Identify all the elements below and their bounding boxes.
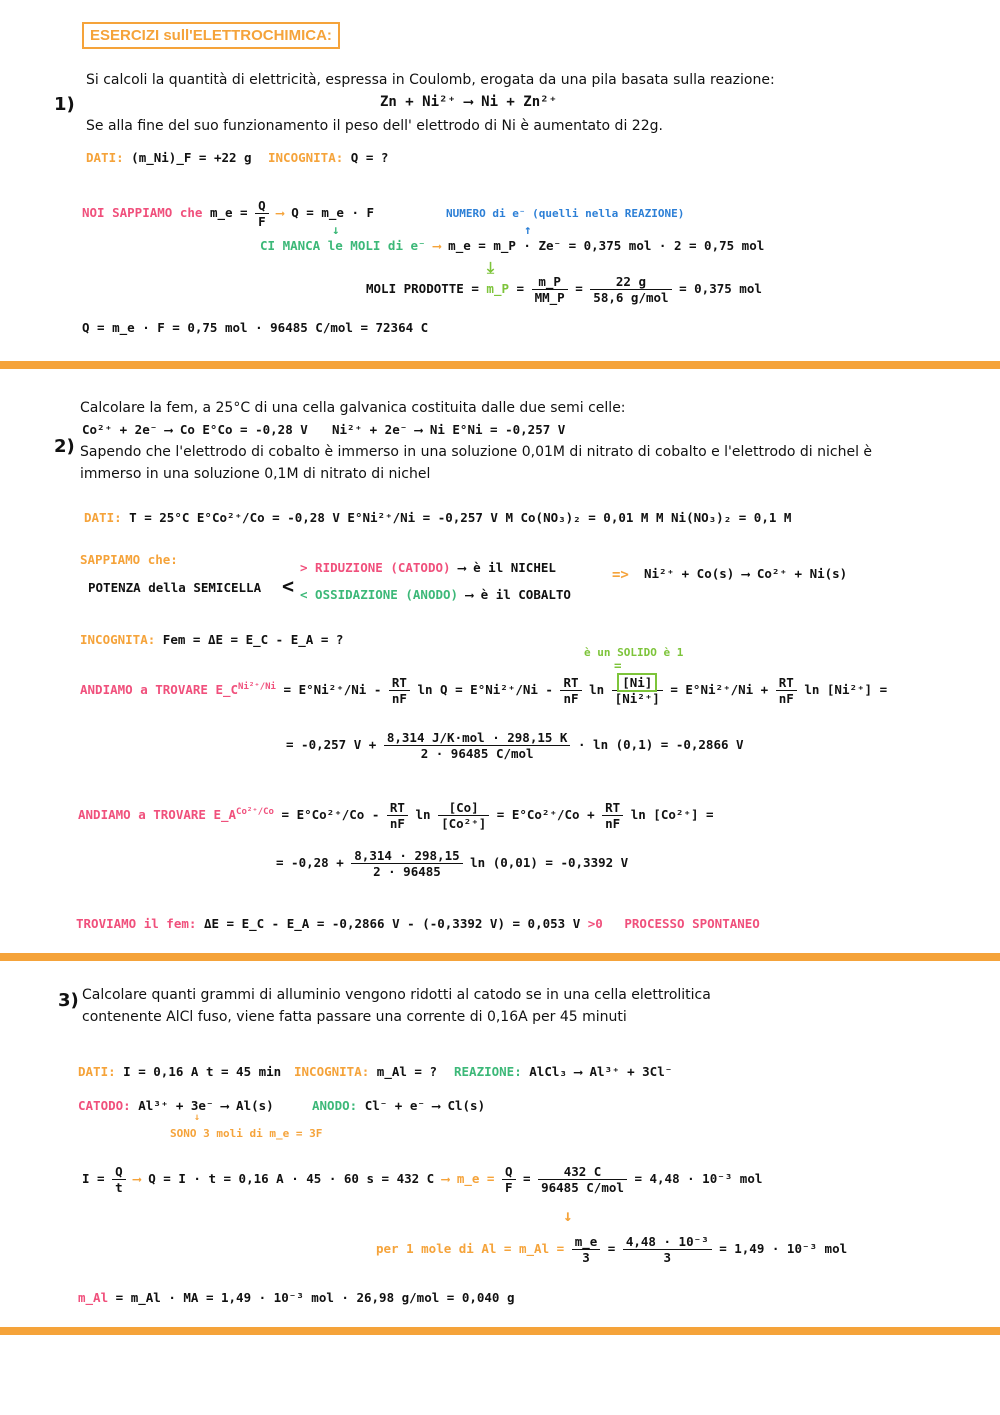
- ex3-dati: [78, 1064, 281, 1079]
- ex1-noi-num: Q: [255, 198, 269, 214]
- exercise-3-number: 3): [58, 990, 79, 1011]
- ex3-per-num1: m_e: [572, 1234, 601, 1250]
- ex1-manca: [260, 238, 764, 253]
- ex2-incognita-label: INCOGNITA:: [80, 632, 156, 647]
- ex2-overall-reaction: Ni²⁺ + Co(s) ⟶ Co²⁺ + Ni(s): [644, 566, 848, 581]
- ex2-rt-fraction-2: [560, 675, 581, 706]
- ex2-ossidazione-paren: (ANODO): [405, 587, 459, 602]
- ex1-moli-f2-den: 58,6 g/mol: [593, 290, 669, 305]
- ex2-riduzione-paren: (CATODO): [390, 560, 451, 575]
- ex1-dati-value: (m_Ni)_F = +22 g: [131, 150, 252, 165]
- ex2-eq-c3: ln: [589, 682, 605, 697]
- ex2-dati-label: DATI:: [84, 510, 122, 525]
- ex3-per-fraction-2: [623, 1234, 712, 1265]
- ex2-eq-c6a: = -0,257 V +: [286, 737, 377, 752]
- ex2-ossidazione: [300, 587, 571, 602]
- ex3-catodo-value: Al³⁺ + 3e⁻ ⟶ Al(s): [138, 1098, 274, 1113]
- ex2-rt-fraction-3: [776, 675, 797, 706]
- ex3-per-num2: 4,48 · 10⁻³: [623, 1234, 712, 1250]
- ex1-up-arrow-icon: ↑: [524, 222, 532, 237]
- ex1-incognita-value: Q = ?: [350, 150, 389, 165]
- section-divider-3: [0, 1327, 1000, 1335]
- ex1-moli-f1-den: MM_P: [534, 290, 565, 305]
- ex1-mp-arrow-icon: ⤓: [487, 258, 495, 277]
- ex3-catodo-label: CATODO:: [78, 1098, 131, 1113]
- ex1-manca-arrow-icon: ⟶: [433, 238, 441, 253]
- ex1-dati: [86, 150, 252, 165]
- ex1-moli-fraction-2: [590, 274, 671, 305]
- page-title: ESERCIZI sull'ELETTROCHIMICA:: [82, 22, 340, 49]
- ex2-catodo-calc: [286, 730, 744, 761]
- ex2-troviamo-label: TROVIAMO il fem:: [76, 916, 197, 931]
- ex2-c6-num: 8,314 J/K·mol · 298,15 K: [384, 730, 571, 746]
- ex1-arrow-icon: ⟶: [276, 205, 284, 220]
- ex2-solido-note: è un SOLIDO è 1: [584, 646, 684, 659]
- ex2-eq-a4: ln [Co²⁺] =: [630, 807, 714, 822]
- ex3-anodo-value: Cl⁻ + e⁻ ⟶ Cl(s): [364, 1098, 486, 1113]
- ex2-dati: [84, 510, 791, 525]
- ex2-equals-icon: =: [614, 658, 622, 673]
- exercise-3-text: Calcolare quanti grammi di alluminio vengono ridotti al catodo se in una cella elettrolitica: [82, 987, 711, 1003]
- ex1-moli-fraction-1: [532, 274, 568, 305]
- ex2-potenza: POTENZA della SEMICELLA: [88, 580, 262, 595]
- ex3-final-eq: = m_Al · MA = 1,49 · 10⁻³ mol · 26,98 g/mol = 0,040 g: [115, 1290, 515, 1305]
- ex2-eq-c5: ln [Ni²⁺] =: [804, 682, 888, 697]
- ex2-incognita-value: Fem = ΔE = E_C - E_A = ?: [162, 632, 344, 647]
- ex3-arrow-icon-1: ⟶: [133, 1171, 141, 1186]
- ex3-current-eq: [82, 1164, 762, 1195]
- ex3-sono-note: SONO 3 moli di m_e = 3F: [170, 1127, 323, 1140]
- exercise-2-number: 2): [54, 436, 75, 457]
- section-divider-2: [0, 953, 1000, 961]
- ex1-noi-den: F: [258, 214, 266, 229]
- ex2-rt-num-4: RT: [387, 800, 408, 816]
- ex3-catodo: [78, 1098, 274, 1113]
- ex2-sappiamo-label: SAPPIAMO che:: [80, 552, 178, 567]
- ex2-half-cell-2: Ni²⁺ + 2e⁻ ⟶ Ni E°Ni = -0,257 V: [332, 422, 566, 437]
- ex3-per-result: = 1,49 · 10⁻³ mol: [719, 1241, 848, 1256]
- ex3-incognita-label: INCOGNITA:: [294, 1064, 370, 1079]
- ex2-rt-den-4: nF: [389, 816, 405, 831]
- ex2-rt-den-1: nF: [391, 691, 407, 706]
- ex3-i-eq-b: Q = I · t = 0,16 A · 45 · 60 s = 432 C: [148, 1171, 435, 1186]
- ex1-moli-mp: m_P: [486, 281, 509, 296]
- ex2-brace-icon: <: [282, 574, 295, 598]
- ex1-noi-fraction: [255, 198, 269, 229]
- ex2-riduzione-tail: ⟶ è il NICHEL: [458, 560, 556, 575]
- ex3-me-num1: Q: [502, 1164, 516, 1180]
- exercise-1-text: Si calcoli la quantità di elettricità, espressa in Coulomb, erogata da una pila basata sulla reazione:: [86, 72, 775, 88]
- ex2-rt-den-5: nF: [605, 816, 621, 831]
- ex2-a5-num: 8,314 · 298,15: [351, 848, 462, 864]
- ex3-incognita: [294, 1064, 437, 1079]
- ex1-noi-sappiamo: [82, 198, 374, 229]
- ex1-noi-eq1: m_e =: [209, 205, 248, 220]
- ex2-eq-a5a: = -0,28 +: [276, 855, 344, 870]
- ex2-a5-den: 2 · 96485: [373, 864, 441, 879]
- ex3-anodo-label: ANODO:: [312, 1098, 358, 1113]
- ex2-catodo-calc-fraction: [384, 730, 571, 761]
- ex1-moli-prodotte: MOLI PRODOTTE = m_P = $\frac{m\_P}{MM\_P}$ = $\frac{22 g}{\text{58,6 g/mol}}$ = 0,375 mol: [366, 274, 762, 305]
- ex2-andiamo-anodo: [78, 800, 714, 831]
- ex2-andiamo-a-sup: Co²⁺/Co: [236, 806, 274, 817]
- ex1-noi-eq2: Q = m_e · F: [291, 205, 375, 220]
- ex2-ossidazione-label: < OSSIDAZIONE: [300, 587, 398, 602]
- ex3-reazione: [454, 1064, 672, 1079]
- ex2-riduzione-label: > RIDUZIONE: [300, 560, 383, 575]
- ex2-eq-a3: = E°Co²⁺/Co +: [496, 807, 595, 822]
- ex2-anodo-calc: [276, 848, 628, 879]
- ex1-noi-label: NOI SAPPIAMO che: [82, 205, 203, 220]
- exercise-1-reaction: Zn + Ni²⁺ ⟶ Ni + Zn²⁺: [380, 94, 558, 110]
- ex3-per-fraction-1: [572, 1234, 601, 1265]
- ex3-final-label: m_Al: [78, 1290, 109, 1305]
- ex2-half-cell-1: Co²⁺ + 2e⁻ ⟶ Co E°Co = -0,28 V: [82, 422, 308, 437]
- ex3-i-fraction: [112, 1164, 126, 1195]
- ex2-implies: =>: [612, 567, 629, 583]
- ex1-moli-f1-num: m_P: [532, 274, 568, 290]
- ex2-c6-den: 2 · 96485 C/mol: [420, 746, 534, 761]
- exercise-1-text-2: Se alla fine del suo funzionamento il peso dell' elettrodo di Ni è aumentato di 22g.: [86, 118, 663, 134]
- ex3-me-fraction-2: [538, 1164, 627, 1195]
- ex2-dati-value: T = 25°C E°Co²⁺/Co = -0,28 V E°Ni²⁺/Ni = -0,257 V M Co(NO₃)₂ = 0,01 M M Ni(NO₃)₂ = 0,1 M: [129, 510, 792, 525]
- ex3-per-den2: 3: [663, 1250, 672, 1265]
- ex1-moli-result: = 0,375 mol: [679, 281, 762, 296]
- ex2-rt-fraction-1: [389, 675, 410, 706]
- ex3-per-mole: per 1 mole di Al = m_Al = $\frac{m\_e}{3}$ = $\frac{\text{4,48 · 10⁻³}}{3}$ = 1,49 · 10⁻³ mol: [376, 1234, 848, 1265]
- ex2-ni-den: [Ni²⁺]: [614, 691, 660, 706]
- ex1-result: Q = m_e · F = 0,75 mol · 96485 C/mol = 72364 C: [82, 320, 429, 335]
- ex2-eq-c6b: · ln (0,1) = -0,2866 V: [578, 737, 744, 752]
- exercise-2-text-3: immerso in una soluzione 0,1M di nitrato di nichel: [80, 466, 431, 482]
- ex3-me-num2: 432 C: [538, 1164, 627, 1180]
- ex2-co-den: [Co²⁺]: [441, 816, 487, 831]
- ex2-ossidazione-tail: ⟶ è il COBALTO: [465, 587, 571, 602]
- ex3-sono-arrow-icon: ↓: [194, 1112, 201, 1123]
- ex2-troviamo-eq: ΔE = E_C - E_A = -0,2866 V - (-0,3392 V) = 0,053 V: [203, 916, 581, 931]
- ex1-incognita-label: INCOGNITA:: [268, 150, 344, 165]
- ex2-rt-den-3: nF: [778, 691, 794, 706]
- ex3-me-result: = 4,48 · 10⁻³ mol: [634, 1171, 763, 1186]
- ex1-incognita: [268, 150, 388, 165]
- ex2-rt-den-2: nF: [563, 691, 579, 706]
- ex2-processo: PROCESSO SPONTANEO: [624, 916, 760, 931]
- ex2-co-num: [Co]: [438, 800, 489, 816]
- ex2-andiamo-c-label: ANDIAMO a TROVARE E_C: [80, 682, 239, 697]
- ex3-i-eq-a: I =: [82, 1171, 105, 1186]
- ex2-ni-fraction: [612, 675, 663, 706]
- ex2-eq-a1: = E°Co²⁺/Co -: [281, 807, 380, 822]
- ex3-per-label: per 1 mole di Al = m_Al =: [376, 1241, 565, 1256]
- ex3-arrow-icon-2: ⟶: [441, 1171, 450, 1186]
- ex3-dati-value: I = 0,16 A t = 45 min: [123, 1064, 282, 1079]
- ex2-ni-solid-box: [Ni]: [617, 673, 657, 692]
- ex3-me-label: m_e =: [456, 1171, 495, 1186]
- exercise-2-text: Calcolare la fem, a 25°C di una cella galvanica costituita dalle due semi celle:: [80, 400, 626, 416]
- exercise-1-number: 1): [54, 94, 75, 115]
- ex3-final: [78, 1290, 515, 1305]
- ex3-i-den: t: [115, 1180, 123, 1195]
- ex1-manca-label: CI MANCA le MOLI di e⁻: [260, 238, 426, 253]
- ex2-rt-num-3: RT: [776, 675, 797, 691]
- ex2-anodo-calc-fraction: [351, 848, 462, 879]
- ex2-rt-num-2: RT: [560, 675, 581, 691]
- ex2-eq-a5b: ln (0,01) = -0,3392 V: [470, 855, 629, 870]
- ex3-me-den2: 96485 C/mol: [541, 1180, 624, 1195]
- section-divider-1: [0, 361, 1000, 369]
- ex1-numero-note: NUMERO di e⁻ (quelli nella REAZIONE): [446, 207, 685, 220]
- ex2-incognita: [80, 632, 343, 647]
- exercise-2-text-2: Sapendo che l'elettrodo di cobalto è immerso in una soluzione 0,01M di nitrato di cobalto e l'elettrodo di nichel è: [80, 444, 873, 460]
- ex2-troviamo: [76, 916, 760, 931]
- ex2-co-fraction: [438, 800, 489, 831]
- ex2-eq-a2: ln: [415, 807, 431, 822]
- ex2-eq-c2: ln Q = E°Ni²⁺/Ni -: [417, 682, 553, 697]
- ex2-rt-fraction-5: [602, 800, 623, 831]
- ex2-andiamo-c-sup: Ni²⁺/Ni: [238, 681, 276, 692]
- exercise-3-text-2: contenente AlCl fuso, viene fatta passare una corrente di 0,16A per 45 minuti: [82, 1009, 627, 1025]
- ex2-riduzione: [300, 560, 556, 575]
- ex3-dati-label: DATI:: [78, 1064, 116, 1079]
- ex3-me-eq: =: [523, 1171, 531, 1186]
- ex3-me-fraction-1: [502, 1164, 516, 1195]
- ex1-dati-label: DATI:: [86, 150, 124, 165]
- ex2-rt-num-1: RT: [389, 675, 410, 691]
- ex3-down-arrow-icon: ↓: [563, 1206, 573, 1225]
- ex3-per-den1: 3: [582, 1250, 590, 1265]
- ex2-rt-num-5: RT: [602, 800, 623, 816]
- ex3-anodo: [312, 1098, 485, 1113]
- ex3-reazione-value: AlCl₃ ⟶ Al³⁺ + 3Cl⁻: [529, 1064, 673, 1079]
- ex2-eq-c4: = E°Ni²⁺/Ni +: [670, 682, 769, 697]
- ex3-i-num: Q: [112, 1164, 126, 1180]
- ex2-andiamo-catodo: [80, 675, 887, 706]
- ex3-me-den1: F: [504, 1180, 513, 1195]
- ex1-moli-f2-num: 22 g: [590, 274, 671, 290]
- ex2-troviamo-gt: >0: [587, 916, 603, 931]
- ex1-down-arrow-icon: ↓: [332, 222, 340, 237]
- ex3-incognita-value: m_Al = ?: [376, 1064, 438, 1079]
- ex1-manca-eq: m_e = m_P · Ze⁻ = 0,375 mol · 2 = 0,75 mol: [448, 238, 765, 253]
- ex3-reazione-label: REAZIONE:: [454, 1064, 522, 1079]
- ex2-andiamo-a-label: ANDIAMO a TROVARE E_A: [78, 807, 237, 822]
- ex1-moli-label: MOLI PRODOTTE =: [366, 281, 479, 296]
- ex2-rt-fraction-4: [387, 800, 408, 831]
- ex2-eq-c1: = E°Ni²⁺/Ni -: [283, 682, 382, 697]
